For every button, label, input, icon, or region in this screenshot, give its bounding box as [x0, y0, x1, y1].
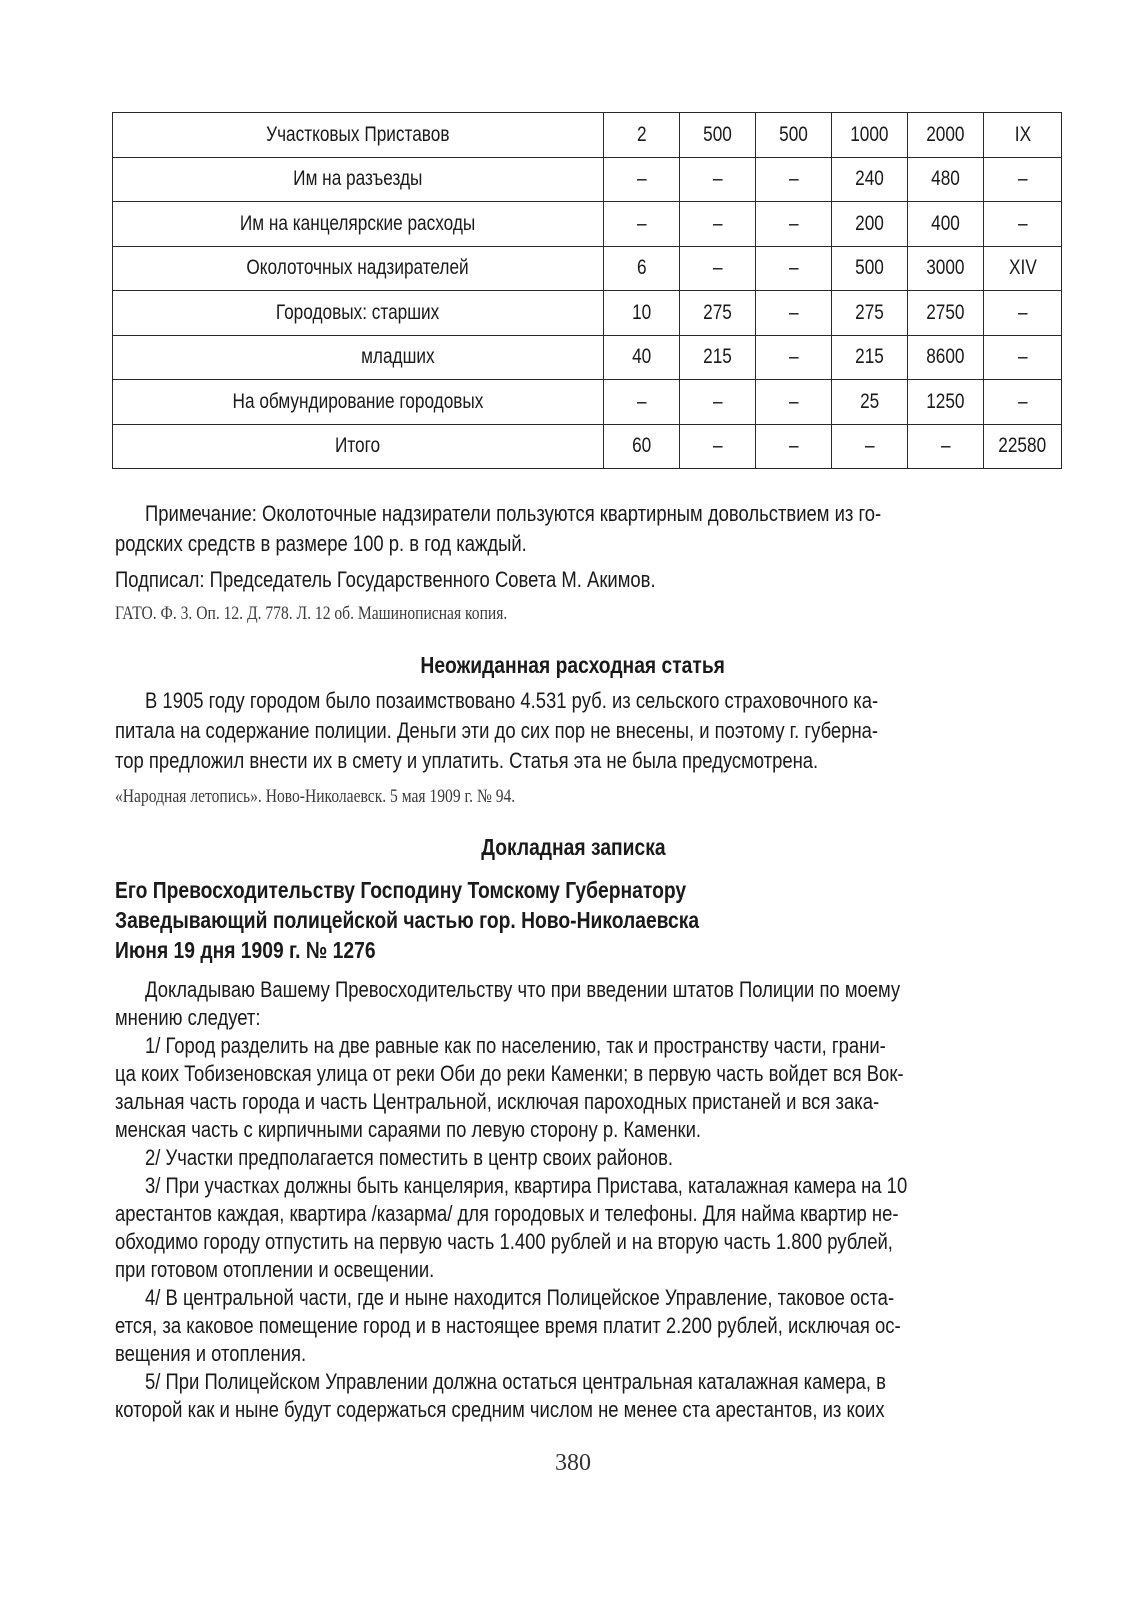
cell: –	[756, 380, 832, 425]
paragraph-line: мнению следует:	[115, 1005, 261, 1030]
cell: 480	[908, 157, 984, 202]
paragraph-line: вещения и отопления.	[115, 1341, 307, 1366]
table-row	[113, 246, 1062, 291]
cell: 40	[604, 335, 680, 380]
paragraph-line: которой как и ныне будут содержаться средним числом не менее ста арестантов, из коих	[115, 1397, 885, 1422]
paragraph-line: 3/ При участках должны быть канцелярия, квартира Пристава, каталажная камера на 10	[145, 1173, 908, 1198]
cell: 500	[756, 113, 832, 158]
paragraph-line: ца коих Тобизеновская улица от реки Оби до реки Каменки; в первую часть войдет вся Вок-	[115, 1061, 904, 1086]
table-row	[113, 202, 1062, 247]
paragraph-line: 2/ Участки предполагается поместить в центр своих районов.	[145, 1145, 674, 1170]
cell: –	[680, 380, 756, 425]
row-label: На обмундирование городовых	[113, 380, 604, 425]
document-header-line: Заведывающий полицейской частью гор. Ново-Николаевска	[115, 907, 700, 933]
paragraph-line: питала на содержание полиции. Деньги эти до сих пор не внесены, и поэтому г. губерна-	[115, 718, 879, 743]
cell: 2750	[908, 291, 984, 336]
cell: 6	[604, 246, 680, 291]
cell: 275	[832, 291, 908, 336]
cell: 215	[832, 335, 908, 380]
cell: –	[680, 424, 756, 469]
row-label: Итого	[113, 424, 604, 469]
cell: –	[604, 157, 680, 202]
document-header-line: Июня 19 дня 1909 г. № 1276	[115, 937, 376, 963]
cell: 275	[680, 291, 756, 336]
cell: 2000	[908, 113, 984, 158]
cell: –	[756, 202, 832, 247]
row-label: младших	[113, 335, 604, 380]
cell: –	[832, 424, 908, 469]
table-row	[113, 335, 1062, 380]
table-row	[113, 291, 1062, 336]
row-label: Участковых Приставов	[113, 113, 604, 158]
paragraph-line: 1/ Город разделить на две равные как по населению, так и пространству части, грани-	[145, 1033, 886, 1058]
cell: –	[756, 335, 832, 380]
cell: –	[908, 424, 984, 469]
paragraph-line: ется, за каковое помещение город и в настоящее время платит 2.200 рублей, исключая ос-	[115, 1313, 901, 1338]
cell: 25	[832, 380, 908, 425]
row-label: Им на канцелярские расходы	[113, 202, 604, 247]
paragraph-line: тор предложил внести их в смету и уплатить. Статья эта не была предусмотрена.	[115, 748, 819, 773]
cell: 2	[604, 113, 680, 158]
table-row	[113, 380, 1062, 425]
table-total-row	[113, 424, 1062, 469]
cell: –	[680, 246, 756, 291]
cell: –	[680, 157, 756, 202]
cell: 1000	[832, 113, 908, 158]
cell: –	[756, 246, 832, 291]
cell: 500	[832, 246, 908, 291]
signature-text: Подписал: Председатель Государственного Совета М. Акимов.	[115, 567, 656, 592]
cell: –	[604, 380, 680, 425]
cell: 22580	[984, 424, 1062, 469]
cell: 10	[604, 291, 680, 336]
table-row	[113, 157, 1062, 202]
cell: 8600	[908, 335, 984, 380]
newspaper-source: «Народная летопись». Ново-Николаевск. 5 мая 1909 г. № 94.	[115, 786, 516, 807]
paragraph-line: арестантов каждая, квартира /казарма/ для городовых и телефоны. Для найма квартир не-	[115, 1201, 899, 1226]
cell: –	[756, 424, 832, 469]
cell: –	[984, 380, 1062, 425]
cell: –	[756, 157, 832, 202]
document-header-line: Его Превосходительству Господину Томскому Губернатору	[115, 877, 687, 903]
cell: –	[604, 202, 680, 247]
table-row	[113, 113, 1062, 158]
paragraph-line: 5/ При Полицейском Управлении должна остаться центральная каталажная камера, в	[145, 1369, 886, 1394]
section-title: Неожиданная расходная статья	[420, 652, 726, 678]
paragraph-line: при готовом отоплении и освещении.	[115, 1257, 435, 1282]
cell: XIV	[984, 246, 1062, 291]
cell: 215	[680, 335, 756, 380]
cell: 500	[680, 113, 756, 158]
cell: IX	[984, 113, 1062, 158]
cell: 60	[604, 424, 680, 469]
row-label: Городовых: старших	[113, 291, 604, 336]
cell: –	[984, 335, 1062, 380]
cell: 1250	[908, 380, 984, 425]
cell: –	[680, 202, 756, 247]
archive-source: ГАТО. Ф. 3. Оп. 12. Д. 778. Л. 12 об. Машинописная копия.	[115, 603, 508, 624]
note-text: Примечание: Околоточные надзиратели пользуются квартирным довольствием из го-	[145, 501, 882, 526]
cell: 240	[832, 157, 908, 202]
row-label: Околоточных надзирателей	[113, 246, 604, 291]
police-staff-table	[112, 112, 1062, 469]
cell: –	[984, 291, 1062, 336]
note-text: родских средств в размере 100 р. в год каждый.	[115, 531, 527, 556]
cell: –	[984, 202, 1062, 247]
cell: 400	[908, 202, 984, 247]
paragraph-line: 4/ В центральной части, где и ныне находится Полицейское Управление, таковое оста-	[145, 1285, 895, 1310]
cell: 3000	[908, 246, 984, 291]
cell: 200	[832, 202, 908, 247]
page-number: 380	[555, 1450, 591, 1476]
cell: –	[984, 157, 1062, 202]
paragraph-line: менская часть с кирпичными сараями по левую сторону р. Каменки.	[115, 1117, 702, 1142]
paragraph-line: Докладываю Вашему Превосходительству что при введении штатов Полиции по моему	[145, 977, 901, 1002]
paragraph-line: зальная часть города и часть Центральной, исключая пароходных пристаней и вся зака-	[115, 1089, 880, 1114]
paragraph-line: обходимо городу отпустить на первую часть 1.400 рублей и на вторую часть 1.800 рублей,	[115, 1229, 893, 1254]
cell: –	[756, 291, 832, 336]
paragraph-line: В 1905 году городом было позаимствовано 4.531 руб. из сельского страховочного ка-	[145, 688, 879, 713]
row-label: Им на разъезды	[113, 157, 604, 202]
section-title: Докладная записка	[480, 834, 666, 860]
